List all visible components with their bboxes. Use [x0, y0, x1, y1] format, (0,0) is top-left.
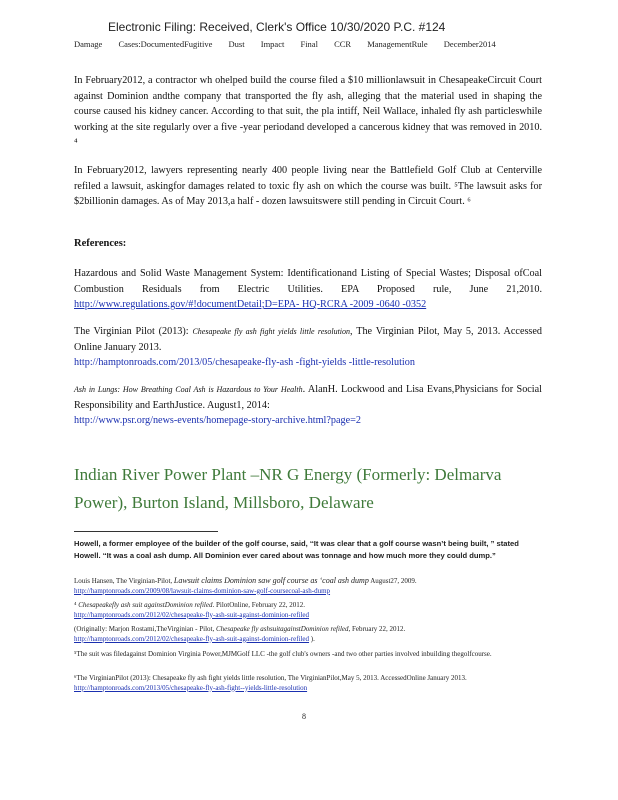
reference-epa-link[interactable]: http://www.regulations.gov/#!documentDetail;D=EPA- HQ-RCRA -2009 -0640 -0352 [74, 299, 427, 310]
footnote-hansen-title: Lawsuit claims Dominion saw golf course as ‘coal ash dump [173, 576, 369, 585]
footnote-4-source: . PilotOnline, February 22, 2012. [212, 601, 306, 609]
footnote-4-original-title: Chesapeake fly ashsuitagainstDominion refiled [215, 625, 349, 633]
paragraph-contractor-lawsuit: In February2012, a contractor wh ohelped build the course filed a $10 millionlawsuit in ChesapeakeCircuit Court against Dominion andthe company that transported the fly ash, alleging that the material used in shaping the course caused his kidney cancer. According to that suit, the pla intiff, Neil Wallace, inhaled fly ash particleswhile working at the site regularly over a five -year periodand developed a cancerous kidney that was removed in 2010. ⁴ [74, 75, 542, 148]
reference-vp-prefix: The Virginian Pilot (2013): [74, 326, 189, 337]
footnote-hansen-date: August27, 2009. [370, 577, 417, 585]
footnote-5: ⁵The suit was filedagainst Dominion Virginia Power,MJMGolf LLC -the golf club's owners -and two other parties involved inbuilding thegolfcourse. [74, 650, 492, 658]
footnote-howell-quote: Howell, a former employee of the builder of the golf course, said, ‘‘It was clear that a golf course wasn’t being built, ” stated Howell. ‘‘It was a coal ash dump. All Dominion ever cared about was tonnage and how much more they could dump.” [74, 539, 519, 560]
filing-stamp: Electronic Filing: Received, Clerk's Office 10/30/2020 P.C. #124 [108, 20, 446, 34]
reference-vp-suffix: , The Virginian Pilot, May 5, 2013. Accessed Online January 2013. [74, 326, 543, 353]
footnote-4-original-date: , February 22, 2012. [348, 625, 406, 633]
running-header-word: Final [300, 39, 318, 49]
reference-epa [74, 266, 542, 313]
footnote-divider [74, 531, 218, 532]
footnote-4-mark: ⁴ [74, 601, 77, 609]
footnote-6-link[interactable]: http://hamptonroads.com/2013/05/chesapeake-fly-ash-fight--yields-little-resolution [74, 683, 308, 692]
reference-epa-text: Hazardous and Solid Waste Management System: Identificationand Listing of Special Wastes; Disposal ofCoal Combustion Residuals from Electric Utilities. EPA Proposed rule, June 21,2010. [74, 268, 542, 295]
footnote-hansen [74, 576, 542, 596]
footnote-6 [74, 674, 542, 693]
running-header-word: December2014 [443, 39, 496, 49]
footnote-hansen-author: Louis Hansen, The Virginian-Pilot, [74, 577, 173, 585]
running-header-word: CCR [334, 39, 352, 49]
footnote-4-original-prefix: (Originally: Marjon Rostami,TheVirginian - Pilot, [74, 625, 215, 633]
running-header [74, 39, 510, 49]
running-header-word: Cases:DocumentedFugitive [118, 39, 213, 49]
running-header-word: ManagementRule [367, 39, 428, 49]
reference-psr-title: Ash in Lungs: How Breathing Coal Ash is Hazardous to Your Health [74, 385, 303, 394]
reference-psr-suffix: . AlanH. Lockwood and Lisa Evans,Physicians for Social Responsibility and EarthJustice. August1, 2014: [74, 384, 542, 411]
footnote-4-title: Chesapeakefly ash suit againstDominion refiled [78, 601, 213, 609]
reference-psr-link[interactable]: http://www.psr.org/news-events/homepage-story-archive.html?page=2 [74, 415, 361, 426]
reference-virginian-pilot [74, 324, 542, 371]
footnote-4-link[interactable]: http://hamptonroads.com/2012/02/chesapeake-fly-ash-suit-against-dominion-refiled [74, 610, 310, 619]
references-heading: References: [74, 238, 127, 249]
reference-vp-link[interactable]: http://hamptonroads.com/2013/05/chesapeake-fly-ash -fight-yields -little-resolution [74, 357, 415, 368]
footnote-4-original-link[interactable]: http://hamptonroads.com/2012/02/chesapeake-fly-ash-suit-against-dominion-refiled [74, 634, 310, 643]
running-header-word: Dust [228, 39, 245, 49]
running-header-word: Damage [74, 39, 103, 49]
page-number: 8 [302, 712, 306, 721]
reference-vp-title: Chesapeake fly ash fight yields little resolution [192, 327, 351, 336]
footnote-hansen-link[interactable]: http://hamptonroads.com/2009/08/lawsuit-claims-dominion-saw-golf-coursecoal-ash-dump [74, 586, 331, 595]
footnote-4 [74, 601, 542, 620]
section-heading-indian-river: Indian River Power Plant –NR G Energy (Formerly: Delmarva Power), Burton Island, Millsboro, Delaware [74, 465, 502, 512]
running-header-word: Impact [260, 39, 285, 49]
paragraph-residents-lawsuit: In February2012, lawyers representing nearly 400 people living near the Battlefield Golf Club at Centerville refiled a lawsuit, askingfor damages related to toxic fly ash on which the course was built. ⁵The lawsuit asks for $2billionin damages. As of May 2013,a half - dozen lawsuitswere still pending in Circuit Court. ⁶ [74, 165, 542, 207]
reference-psr [74, 382, 542, 429]
footnote-6-text: ⁶The VirginianPilot (2013): Chesapeake fly ash fight yields little resolution, The VirginianPilot,May 5, 2013. AccessedOnline January 2013. [74, 674, 467, 682]
footnote-4-original [74, 625, 542, 644]
footnote-4-original-close: ). [310, 634, 315, 643]
